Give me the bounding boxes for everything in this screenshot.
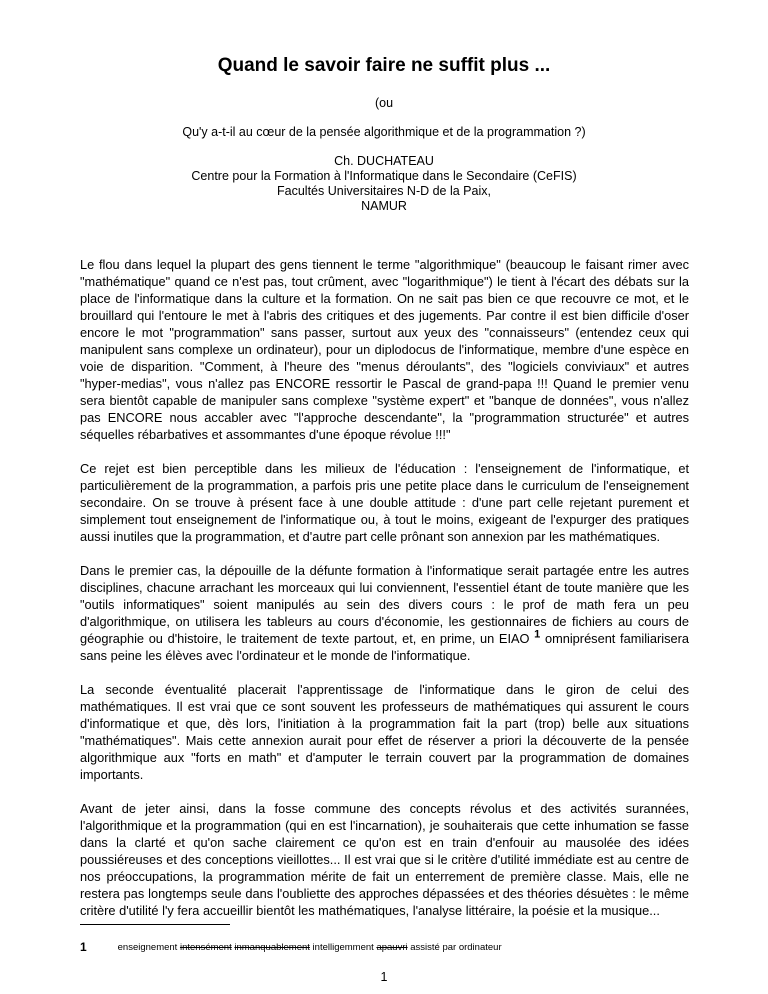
document-title: Quand le savoir faire ne suffit plus ... [217,55,551,76]
page-number: 1 [380,970,388,984]
footnote-divider [80,924,230,925]
affiliation-1: Centre pour la Formation à l'Informatique dans le Secondaire (CeFIS) [191,169,577,183]
paragraph-2: Ce rejet est bien perceptible dans les milieux de l'éducation : l'enseignement de l'informatique, et particulièrement de la programmation, a parfois pris une petite place dans le curriculum de l'enseignement secondaire. On se trouve à présent face à une double attitude : d'une part celle rejetant purement et simplement tout enseignement de l'informatique ou, à tout le moins, exigeant de l'expurger des pratiques aussi inutiles que la programmation, et d'autre part celle prônant son annexion par les mathématiques. [80,461,689,544]
paragraph-1: Le flou dans lequel la plupart des gens tiennent le terme "algorithmique" (beaucoup le faisant rimer avec "mathématique" quand ce n'est pas, tout crûment, avec "logarithmique") le tient à l'écart des débats sur la place de l'informatique dans la culture et la formation. On ne sait pas bien ce que recouvre ce mot, et le brouillard qui l'entoure le met à l'abris des critiques et des jugements. Par contre il est bien difficile d'oser encore le mot "programmation" sans passer, surtout aux yeux des "connaisseurs" (entendez ceux qui manipulent sans complexe un ordinateur), pour un diplodocus de l'informatique, membre d'une espèce en voie de disparition. "Comment, à l'heure des "menus déroulants", des "logiciels conviviaux" et autres "hyper-medias", vous n'allez pas ENCORE ressortir le Pascal de grand-papa !!! Quand le premier venu sera bientôt capable de manipuler sans complexe "système expert" et "banque de données", vous n'allez pas ENCORE nous accabler avec "l'approche descendante", la "programmation structurée" et autres séquelles rébarbatives et assommantes d'une époque révolue !!!" [80,257,689,442]
paragraph-3: Dans le premier cas, la dépouille de la défunte formation à l'informatique serait partagée entre les autres disciplines, chacune arrachant les morceaux qui lui conviennent, l'essentiel étant de toute manière que les "outils informatiques" soient manipulés au sein des divers cours : le prof de math fera un peu d'algorithmique, on utilisera les tableurs au cours d'économie, les gestionnaires de fichiers au cours de géographie ou d'histoire, le traitement de texte partout, et, en prime, un EIAO 1 omniprésent familiarisera sans peine les élèves avec l'ordinateur et le monde de l'informatique. [80,563,689,663]
footnote-reference[interactable]: 1 [534,628,541,641]
subtitle-question: Qu'y a-t-il au cœur de la pensée algorithmique et de la programmation ?) [182,125,586,139]
author-name: Ch. DUCHATEAU [334,154,434,168]
footnote: 1 enseignement intensément inmanquablement intelligemment apauvri assisté par ordinateur [80,940,502,954]
affiliation-2: Facultés Universitaires N-D de la Paix, [277,184,491,198]
footnote-mark: 1 [80,940,87,954]
body-text [80,256,689,936]
paragraph-4: La seconde éventualité placerait l'apprentissage de l'informatique dans le giron de celui des mathématiques. Il est vrai que ce sont souvent les professeurs de mathématiques qui assurent le cours d'informatique et que, dès lors, l'initiation à la programmation fait la part (trop) belle aux situations "mathématiques". Mais cette annexion aurait pour effet de réserver a priori la découverte de la pensée algorithmique aux "forts en math" et d'amputer le terrain couvert par la programmation de domaines importants. [80,682,689,782]
subtitle-open: (ou [374,96,394,110]
city: NAMUR [361,199,407,213]
author-block [0,154,768,214]
paragraph-5: Avant de jeter ainsi, dans la fosse commune des concepts révolus et des activités surannées, l'algorithmique et la programmation (qui en est l'incarnation), je souhaiterais que cette inhumation se fasse dans la clarté et qu'on sache clairement ce qu'on est en train d'enfouir au mausolée des idées poussiéreuses et des conceptions vieillottes... Il est vrai que si le critère d'utilité immédiate est au centre de nos préoccupations, la programmation mérite de fait un enterrement de première classe. Mais, elle ne restera pas longtemps seule dans l'oubliette des approches dépassées et des théories désuètes : le même critère d'utilité l'y fera accueillir bientôt les mathématiques, l'analyse littéraire, la poésie et la musique... [80,801,689,918]
